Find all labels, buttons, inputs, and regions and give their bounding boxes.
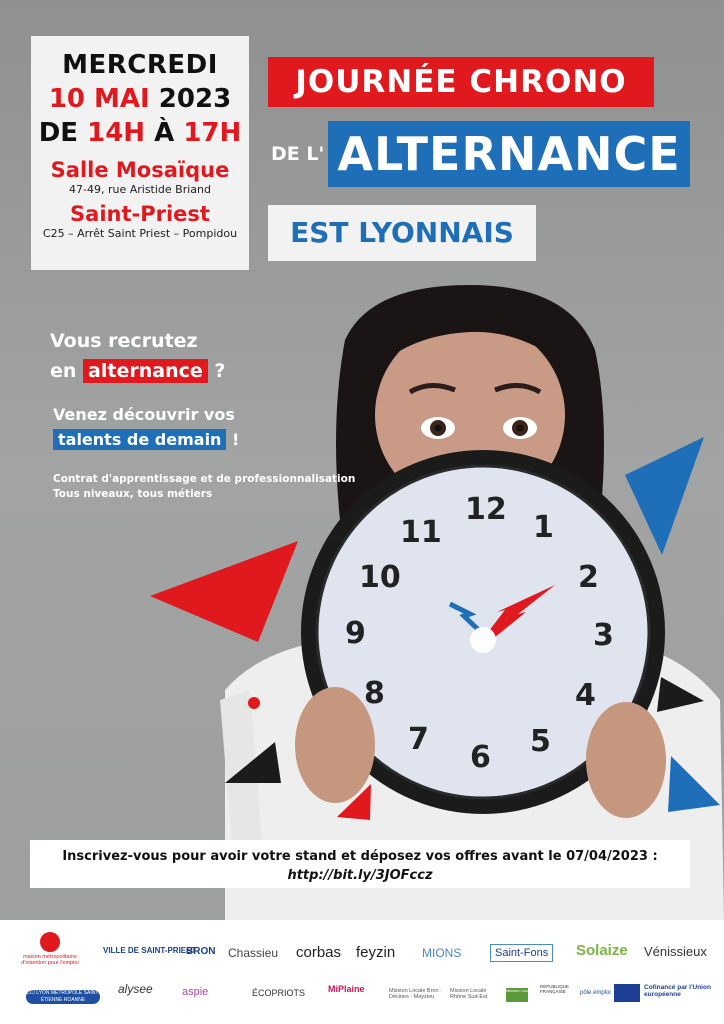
clock-number: 7 [408,722,429,757]
mmie-logo-icon [40,932,60,952]
partner-logo: BRON [186,946,216,957]
event-transit: C25 – Arrêt Saint Priest – Pompidou [42,227,238,240]
pitch-q2-post: ? [214,360,226,382]
partner-logos [0,920,724,1024]
title-line3: EST LYONNAIS [268,205,536,261]
event-venue: Salle Mosaïque [50,158,230,182]
partner-logo: CCI LYON MÉTROPOLE SAINT-ÉTIENNE ROANNE [26,990,100,1003]
partner-logo: Cofinancé par l'Union européenne [644,984,711,998]
clock-number: 3 [593,618,614,653]
clock-number: 6 [470,740,491,775]
partner-logo: alysee [118,982,153,996]
event-time [31,118,249,148]
event-address: 47-49, rue Aristide Briand [69,183,211,196]
title-line2-prefix: DE L' [271,143,325,165]
clock-number: 10 [359,560,401,595]
partner-logo: feyzin [356,944,396,961]
partner-logo: aspie [182,986,209,998]
partner-logo: Solaize [576,942,628,959]
title-line2: ALTERNANCE [328,121,690,187]
pitch-invite: Venez découvrir vos [53,405,235,424]
pitch-q4-highlight: talents de demain [53,429,226,450]
registration-text: Inscrivez-vous pour avoir votre stand et déposez vos offres avant le 07/04/2023 : [62,849,658,864]
event-time-end: 17H [183,118,242,148]
clock-number: 8 [364,676,385,711]
levels-note: Tous niveaux, tous métiers [53,488,213,500]
partner-logo: Vénissieux [644,944,707,959]
event-date-year: 2023 [158,84,232,114]
partner-logo: Mission Locale [506,988,528,1002]
registration-banner [30,840,690,888]
partner-logo: VILLE DE SAINT-PRIEST [103,946,197,955]
partner-logo: pôle emploi [580,990,611,996]
partner-logo: Mission Locale Bron · Décines · Meyzieu [389,988,442,1000]
pitch-q4-post: ! [232,430,240,449]
eu-flag-icon [614,984,640,1002]
event-date-daymonth: 10 MAI [48,84,150,114]
event-city: Saint-Priest [70,202,210,226]
clock-number: 11 [400,515,442,550]
partner-logo: maison métropolitaine d'insertion pour l'emploi [21,954,79,966]
partner-logo: Saint-Fons [490,944,553,962]
clock-number: 1 [533,510,554,545]
partner-logo: Mission Locale Rhône Sud-Est [450,988,488,1000]
pitch-q2-highlight: alternance [83,359,208,383]
clock-number: 2 [578,560,599,595]
event-info-box [31,36,249,270]
clock-number: 12 [465,492,507,527]
partner-logo: Chassieu [228,946,279,960]
clock-number: 4 [575,678,596,713]
event-time-sep: À [154,118,175,148]
event-date [31,84,249,114]
pitch-invite-line2 [53,430,239,449]
event-time-start: 14H [87,118,146,148]
pitch-question: Vous recrutez [50,330,198,352]
event-time-prefix: DE [38,118,79,148]
pitch-question-line2 [50,360,225,382]
partner-logo: MIONS [422,946,462,960]
clock-number: 9 [345,616,366,651]
partner-logo: MiPlaine [328,984,365,994]
partner-logo: ÉCOPRIOTS [252,988,306,998]
partner-logo: corbas [296,944,342,961]
pitch-q2-pre: en [50,360,77,382]
partner-logo: RÉPUBLIQUE FRANÇAISE [540,984,570,994]
contract-types: Contrat d'apprentissage et de professionnalisation [53,473,356,485]
event-day: MERCREDI [62,50,218,80]
clock-number: 5 [530,724,551,759]
registration-link[interactable]: http://bit.ly/3JOFccz [287,868,433,883]
title-line1: JOURNÉE CHRONO [268,57,654,107]
